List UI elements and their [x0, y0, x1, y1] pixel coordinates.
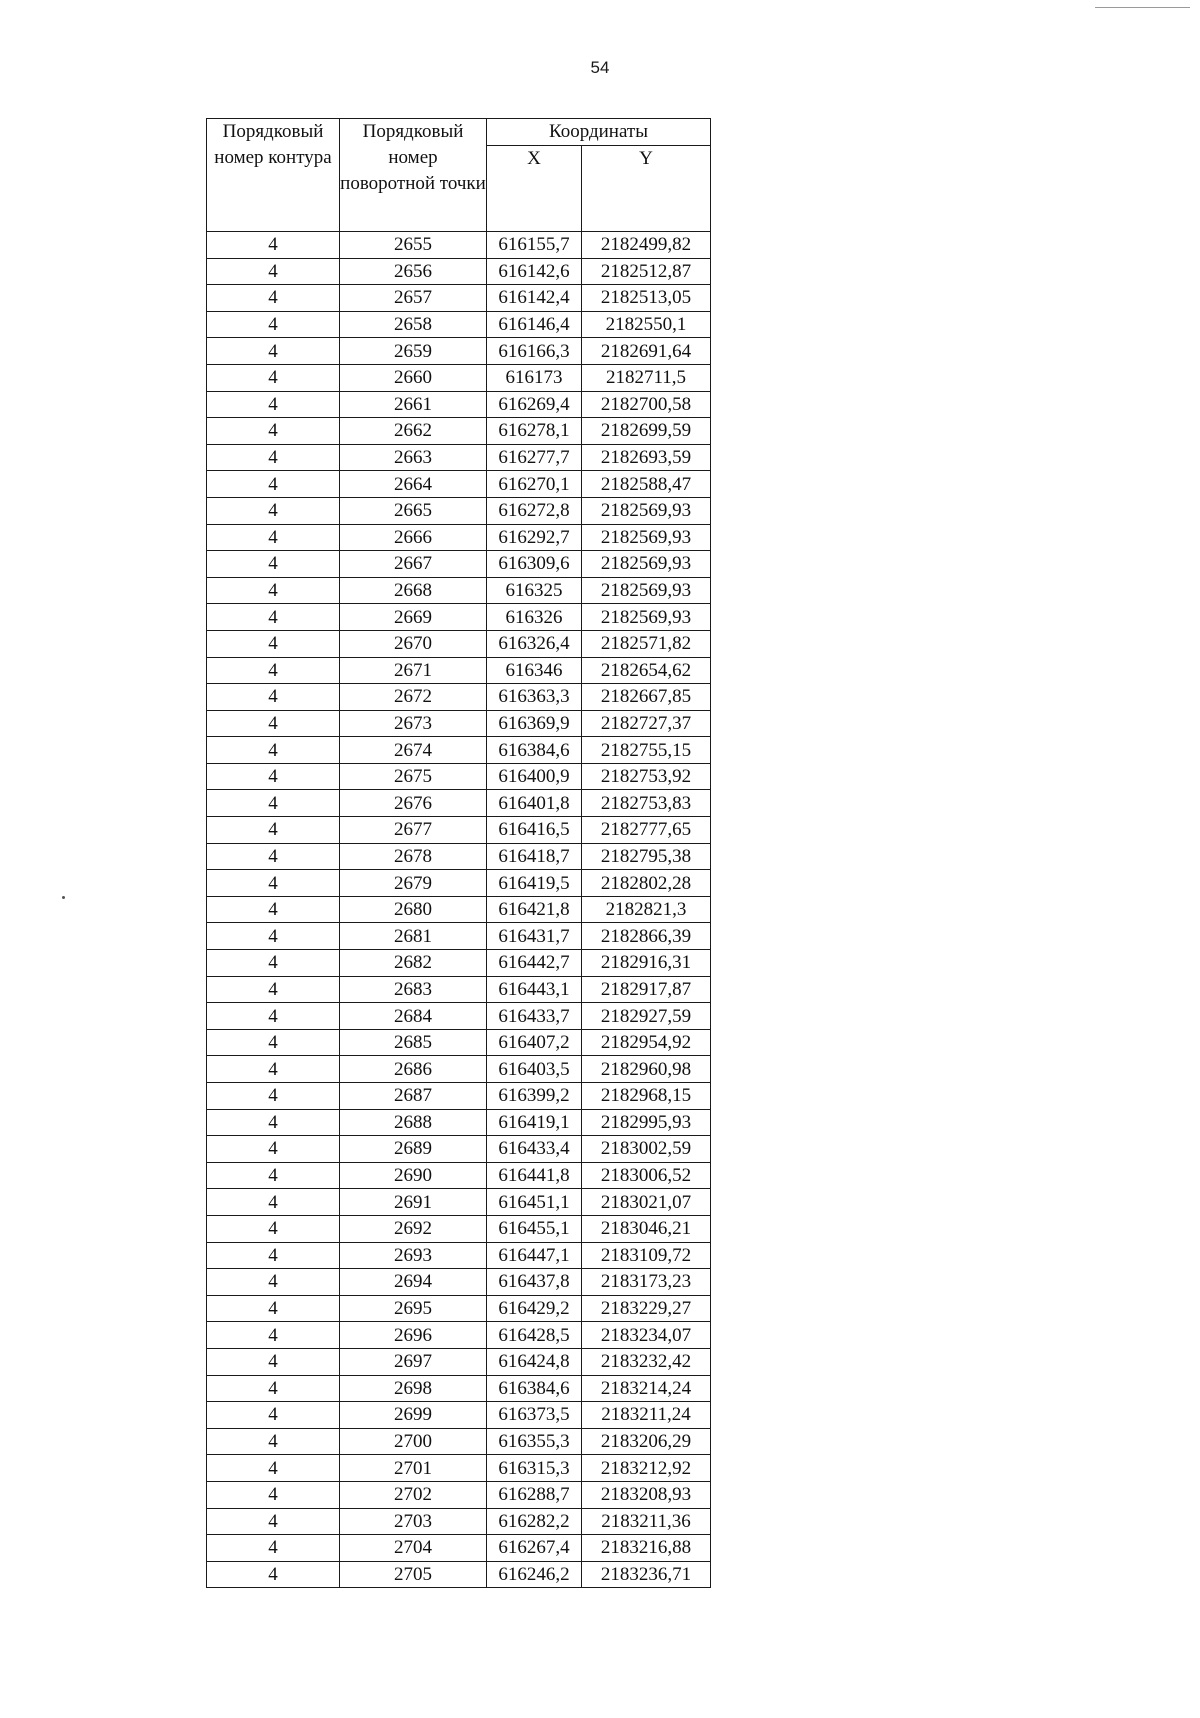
cell-x: 616455,1 [487, 1215, 582, 1242]
cell-point-number: 2687 [340, 1083, 487, 1110]
cell-y: 2182700,58 [582, 391, 711, 418]
cell-x: 616355,3 [487, 1428, 582, 1455]
cell-y: 2182866,39 [582, 923, 711, 950]
cell-contour-number: 4 [207, 497, 340, 524]
cell-point-number: 2676 [340, 790, 487, 817]
cell-x: 616400,9 [487, 763, 582, 790]
cell-contour-number: 4 [207, 737, 340, 764]
cell-contour-number: 4 [207, 1455, 340, 1482]
cell-x: 616267,4 [487, 1535, 582, 1562]
cell-point-number: 2702 [340, 1481, 487, 1508]
cell-y: 2182821,3 [582, 896, 711, 923]
cell-point-number: 2678 [340, 843, 487, 870]
cell-y: 2183211,24 [582, 1402, 711, 1429]
cell-y: 2182654,62 [582, 657, 711, 684]
table-row [207, 471, 711, 498]
cell-point-number: 2701 [340, 1455, 487, 1482]
cell-point-number: 2670 [340, 630, 487, 657]
cell-point-number: 2686 [340, 1056, 487, 1083]
table-row [207, 630, 711, 657]
cell-y: 2182499,82 [582, 232, 711, 259]
cell-x: 616419,1 [487, 1109, 582, 1136]
cell-contour-number: 4 [207, 1322, 340, 1349]
table-row [207, 1242, 711, 1269]
cell-y: 2182569,93 [582, 524, 711, 551]
cell-point-number: 2661 [340, 391, 487, 418]
cell-y: 2182569,93 [582, 577, 711, 604]
table-row [207, 710, 711, 737]
header-coordinates: Координаты [487, 119, 711, 146]
cell-contour-number: 4 [207, 391, 340, 418]
cell-point-number: 2699 [340, 1402, 487, 1429]
cell-point-number: 2700 [340, 1428, 487, 1455]
cell-y: 2183208,93 [582, 1481, 711, 1508]
table-row [207, 1402, 711, 1429]
cell-contour-number: 4 [207, 817, 340, 844]
cell-point-number: 2668 [340, 577, 487, 604]
cell-y: 2182691,64 [582, 338, 711, 365]
scan-edge-line [1095, 7, 1190, 8]
table-row [207, 1136, 711, 1163]
table-row [207, 1322, 711, 1349]
cell-x: 616418,7 [487, 843, 582, 870]
cell-point-number: 2667 [340, 551, 487, 578]
cell-point-number: 2659 [340, 338, 487, 365]
cell-point-number: 2677 [340, 817, 487, 844]
cell-x: 616451,1 [487, 1189, 582, 1216]
cell-x: 616315,3 [487, 1455, 582, 1482]
cell-x: 616433,4 [487, 1136, 582, 1163]
cell-y: 2182569,93 [582, 497, 711, 524]
cell-point-number: 2680 [340, 896, 487, 923]
table-row [207, 843, 711, 870]
cell-x: 616421,8 [487, 896, 582, 923]
cell-x: 616173 [487, 364, 582, 391]
cell-contour-number: 4 [207, 923, 340, 950]
cell-y: 2182693,59 [582, 444, 711, 471]
table-row [207, 817, 711, 844]
cell-point-number: 2658 [340, 311, 487, 338]
cell-y: 2183216,88 [582, 1535, 711, 1562]
table-row [207, 657, 711, 684]
cell-point-number: 2674 [340, 737, 487, 764]
cell-x: 616292,7 [487, 524, 582, 551]
cell-y: 2183211,36 [582, 1508, 711, 1535]
cell-y: 2182513,05 [582, 285, 711, 312]
table-row [207, 232, 711, 259]
table-row [207, 1348, 711, 1375]
cell-contour-number: 4 [207, 418, 340, 445]
cell-contour-number: 4 [207, 870, 340, 897]
cell-contour-number: 4 [207, 1162, 340, 1189]
cell-x: 616309,6 [487, 551, 582, 578]
cell-y: 2182802,28 [582, 870, 711, 897]
cell-y: 2182927,59 [582, 1003, 711, 1030]
cell-x: 616142,4 [487, 285, 582, 312]
cell-contour-number: 4 [207, 1136, 340, 1163]
cell-x: 616288,7 [487, 1481, 582, 1508]
table-row [207, 497, 711, 524]
cell-contour-number: 4 [207, 657, 340, 684]
cell-y: 2183229,27 [582, 1295, 711, 1322]
cell-x: 616437,8 [487, 1269, 582, 1296]
cell-point-number: 2684 [340, 1003, 487, 1030]
table-row [207, 1189, 711, 1216]
cell-point-number: 2695 [340, 1295, 487, 1322]
cell-contour-number: 4 [207, 1535, 340, 1562]
cell-y: 2182667,85 [582, 684, 711, 711]
cell-x: 616369,9 [487, 710, 582, 737]
cell-x: 616155,7 [487, 232, 582, 259]
table-row [207, 258, 711, 285]
cell-y: 2183232,42 [582, 1348, 711, 1375]
cell-x: 616363,3 [487, 684, 582, 711]
cell-y: 2182569,93 [582, 604, 711, 631]
cell-y: 2182753,83 [582, 790, 711, 817]
cell-contour-number: 4 [207, 1375, 340, 1402]
table-row [207, 1029, 711, 1056]
cell-contour-number: 4 [207, 1481, 340, 1508]
cell-point-number: 2703 [340, 1508, 487, 1535]
table-header [207, 119, 711, 232]
cell-contour-number: 4 [207, 684, 340, 711]
table-row [207, 737, 711, 764]
cell-contour-number: 4 [207, 1029, 340, 1056]
cell-point-number: 2694 [340, 1269, 487, 1296]
cell-point-number: 2664 [340, 471, 487, 498]
cell-contour-number: 4 [207, 950, 340, 977]
cell-x: 616384,6 [487, 737, 582, 764]
table-row [207, 1428, 711, 1455]
cell-x: 616346 [487, 657, 582, 684]
cell-point-number: 2681 [340, 923, 487, 950]
cell-x: 616407,2 [487, 1029, 582, 1056]
table-row [207, 923, 711, 950]
cell-point-number: 2696 [340, 1322, 487, 1349]
table-row [207, 391, 711, 418]
cell-y: 2183234,07 [582, 1322, 711, 1349]
cell-point-number: 2682 [340, 950, 487, 977]
cell-y: 2182777,65 [582, 817, 711, 844]
cell-contour-number: 4 [207, 285, 340, 312]
table-row [207, 1109, 711, 1136]
cell-contour-number: 4 [207, 338, 340, 365]
cell-x: 616373,5 [487, 1402, 582, 1429]
cell-point-number: 2660 [340, 364, 487, 391]
cell-contour-number: 4 [207, 1083, 340, 1110]
cell-contour-number: 4 [207, 524, 340, 551]
cell-y: 2183206,29 [582, 1428, 711, 1455]
cell-contour-number: 4 [207, 843, 340, 870]
table-row [207, 418, 711, 445]
cell-x: 616326,4 [487, 630, 582, 657]
cell-y: 2183046,21 [582, 1215, 711, 1242]
cell-contour-number: 4 [207, 710, 340, 737]
cell-contour-number: 4 [207, 630, 340, 657]
cell-x: 616277,7 [487, 444, 582, 471]
cell-contour-number: 4 [207, 1561, 340, 1588]
header-y: Y [582, 146, 711, 232]
cell-contour-number: 4 [207, 1348, 340, 1375]
cell-y: 2183173,23 [582, 1269, 711, 1296]
table-row [207, 976, 711, 1003]
table-row [207, 1455, 711, 1482]
cell-x: 616442,7 [487, 950, 582, 977]
header-point-number: Порядковый номер поворотной точки [340, 119, 487, 232]
cell-contour-number: 4 [207, 790, 340, 817]
cell-point-number: 2656 [340, 258, 487, 285]
cell-point-number: 2690 [340, 1162, 487, 1189]
cell-y: 2182753,92 [582, 763, 711, 790]
cell-point-number: 2693 [340, 1242, 487, 1269]
table-row [207, 1215, 711, 1242]
table-row [207, 285, 711, 312]
page-number: 54 [590, 58, 610, 77]
cell-contour-number: 4 [207, 258, 340, 285]
cell-point-number: 2697 [340, 1348, 487, 1375]
cell-y: 2183214,24 [582, 1375, 711, 1402]
header-x: X [487, 146, 582, 232]
cell-point-number: 2655 [340, 232, 487, 259]
table-row [207, 1056, 711, 1083]
cell-point-number: 2669 [340, 604, 487, 631]
cell-x: 616429,2 [487, 1295, 582, 1322]
scan-speck [62, 896, 65, 899]
cell-y: 2182569,93 [582, 551, 711, 578]
cell-contour-number: 4 [207, 1189, 340, 1216]
table-row [207, 1561, 711, 1588]
cell-contour-number: 4 [207, 1295, 340, 1322]
cell-point-number: 2689 [340, 1136, 487, 1163]
cell-y: 2182699,59 [582, 418, 711, 445]
cell-x: 616416,5 [487, 817, 582, 844]
cell-contour-number: 4 [207, 1056, 340, 1083]
cell-x: 616166,3 [487, 338, 582, 365]
cell-x: 616384,6 [487, 1375, 582, 1402]
cell-x: 616270,1 [487, 471, 582, 498]
cell-x: 616146,4 [487, 311, 582, 338]
cell-x: 616441,8 [487, 1162, 582, 1189]
cell-point-number: 2691 [340, 1189, 487, 1216]
table-row [207, 311, 711, 338]
cell-x: 616269,4 [487, 391, 582, 418]
cell-point-number: 2683 [340, 976, 487, 1003]
cell-x: 616142,6 [487, 258, 582, 285]
cell-x: 616272,8 [487, 497, 582, 524]
header-contour-number: Порядковый номер контура [207, 119, 340, 232]
cell-y: 2183021,07 [582, 1189, 711, 1216]
cell-x: 616419,5 [487, 870, 582, 897]
table-row [207, 896, 711, 923]
cell-contour-number: 4 [207, 471, 340, 498]
cell-point-number: 2679 [340, 870, 487, 897]
cell-contour-number: 4 [207, 444, 340, 471]
cell-x: 616246,2 [487, 1561, 582, 1588]
cell-y: 2183006,52 [582, 1162, 711, 1189]
cell-point-number: 2705 [340, 1561, 487, 1588]
cell-contour-number: 4 [207, 232, 340, 259]
cell-contour-number: 4 [207, 1402, 340, 1429]
cell-y: 2183109,72 [582, 1242, 711, 1269]
cell-y: 2182571,82 [582, 630, 711, 657]
cell-x: 616447,1 [487, 1242, 582, 1269]
table-row [207, 950, 711, 977]
table-row [207, 870, 711, 897]
cell-contour-number: 4 [207, 364, 340, 391]
table-row [207, 444, 711, 471]
cell-x: 616433,7 [487, 1003, 582, 1030]
cell-x: 616278,1 [487, 418, 582, 445]
cell-contour-number: 4 [207, 1109, 340, 1136]
cell-x: 616326 [487, 604, 582, 631]
cell-contour-number: 4 [207, 1428, 340, 1455]
cell-x: 616403,5 [487, 1056, 582, 1083]
cell-point-number: 2666 [340, 524, 487, 551]
cell-contour-number: 4 [207, 763, 340, 790]
cell-contour-number: 4 [207, 976, 340, 1003]
cell-contour-number: 4 [207, 1269, 340, 1296]
table-row [207, 684, 711, 711]
cell-y: 2182795,38 [582, 843, 711, 870]
cell-point-number: 2662 [340, 418, 487, 445]
cell-x: 616401,8 [487, 790, 582, 817]
cell-y: 2183212,92 [582, 1455, 711, 1482]
cell-x: 616399,2 [487, 1083, 582, 1110]
cell-x: 616431,7 [487, 923, 582, 950]
cell-y: 2182917,87 [582, 976, 711, 1003]
table-row [207, 577, 711, 604]
cell-contour-number: 4 [207, 551, 340, 578]
cell-point-number: 2657 [340, 285, 487, 312]
table-row [207, 1162, 711, 1189]
cell-x: 616428,5 [487, 1322, 582, 1349]
cell-y: 2182512,87 [582, 258, 711, 285]
cell-point-number: 2663 [340, 444, 487, 471]
cell-point-number: 2704 [340, 1535, 487, 1562]
table-row [207, 1535, 711, 1562]
cell-contour-number: 4 [207, 604, 340, 631]
cell-y: 2182968,15 [582, 1083, 711, 1110]
table-row [207, 1003, 711, 1030]
cell-point-number: 2671 [340, 657, 487, 684]
table-row [207, 790, 711, 817]
cell-y: 2183002,59 [582, 1136, 711, 1163]
cell-y: 2182916,31 [582, 950, 711, 977]
cell-contour-number: 4 [207, 577, 340, 604]
cell-point-number: 2685 [340, 1029, 487, 1056]
cell-x: 616282,2 [487, 1508, 582, 1535]
cell-point-number: 2675 [340, 763, 487, 790]
cell-contour-number: 4 [207, 1242, 340, 1269]
table-row [207, 524, 711, 551]
table-row [207, 1295, 711, 1322]
table-row [207, 604, 711, 631]
cell-point-number: 2688 [340, 1109, 487, 1136]
table-row [207, 364, 711, 391]
cell-contour-number: 4 [207, 1003, 340, 1030]
table-row [207, 763, 711, 790]
table-row [207, 1508, 711, 1535]
cell-point-number: 2692 [340, 1215, 487, 1242]
cell-contour-number: 4 [207, 1508, 340, 1535]
table-row [207, 1481, 711, 1508]
cell-contour-number: 4 [207, 1215, 340, 1242]
cell-x: 616443,1 [487, 976, 582, 1003]
table-row [207, 1375, 711, 1402]
table-row [207, 338, 711, 365]
cell-y: 2182588,47 [582, 471, 711, 498]
cell-point-number: 2698 [340, 1375, 487, 1402]
table-row [207, 1083, 711, 1110]
table-row [207, 551, 711, 578]
cell-point-number: 2665 [340, 497, 487, 524]
cell-x: 616424,8 [487, 1348, 582, 1375]
table-body [207, 232, 711, 1588]
cell-y: 2182960,98 [582, 1056, 711, 1083]
cell-y: 2182727,37 [582, 710, 711, 737]
cell-contour-number: 4 [207, 311, 340, 338]
cell-y: 2182711,5 [582, 364, 711, 391]
cell-y: 2182995,93 [582, 1109, 711, 1136]
cell-y: 2182954,92 [582, 1029, 711, 1056]
cell-point-number: 2673 [340, 710, 487, 737]
cell-point-number: 2672 [340, 684, 487, 711]
cell-y: 2182755,15 [582, 737, 711, 764]
cell-y: 2183236,71 [582, 1561, 711, 1588]
table-row [207, 1269, 711, 1296]
cell-y: 2182550,1 [582, 311, 711, 338]
cell-contour-number: 4 [207, 896, 340, 923]
coordinates-table [206, 118, 711, 1588]
cell-x: 616325 [487, 577, 582, 604]
